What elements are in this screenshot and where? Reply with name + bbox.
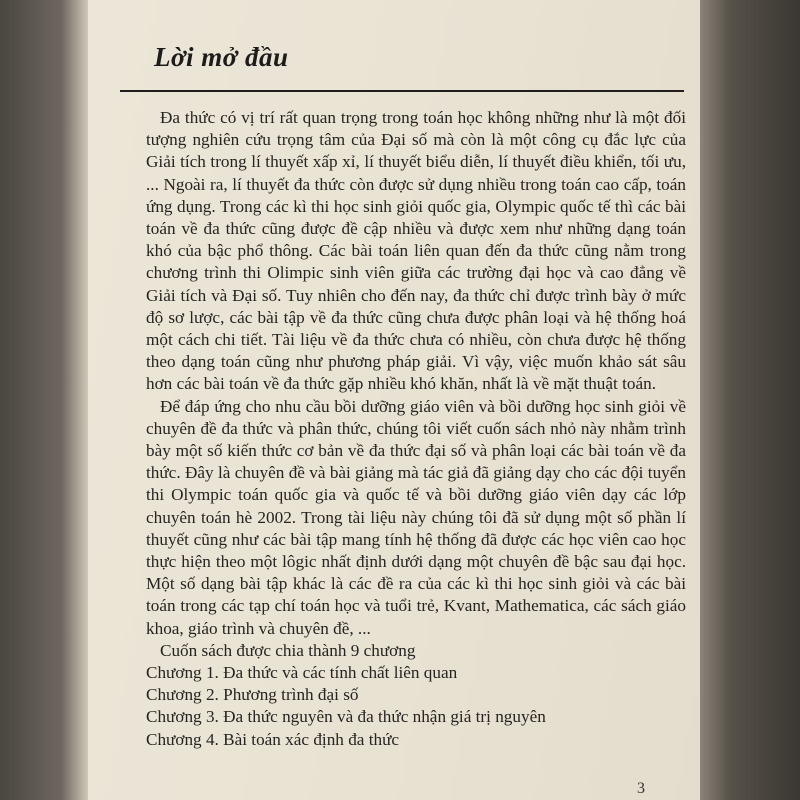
chapter-item: Chương 1. Đa thức và các tính chất liên quan [146,663,458,683]
chapter-item: Chương 3. Đa thức nguyên và đa thức nhận giá trị nguyên [146,707,546,727]
toc-intro: Cuốn sách được chia thành 9 chương [160,640,416,660]
background-right-edge [700,0,800,800]
background-left-edge [0,0,88,800]
title-rule [120,90,684,92]
paragraph-1: Đa thức có vị trí rất quan trọng trong toán học không những như là một đối tượng nghiên cứu trọng tâm của Đại số mà còn là một công cụ đắc lực của Giải tích trong lí thuyết xấp xỉ, lí thuyết biểu diễn, lí thuyết điều khiển, tối ưu, ... Ngoài ra, lí thuyết đa thức còn được sử dụng nhiều trong toán cao cấp, toán ứng dụng. Trong các kì thi học sinh giỏi quốc gia, Olympic quốc tế thì các bài toán về đa thức cũng được đề cập nhiều và được xem như những dạng toán khó của bậc phổ thông. Các bài toán liên quan đến đa thức cũng nằm trong chương trình thi Olimpic sinh viên giữa các trường đại học và cao đẳng về Giải tích và Đại số. Tuy nhiên cho đến nay, đa thức chỉ được trình bày ở mức độ sơ lược, các bài tập về đa thức cũng chưa được phân loại và hệ thống hoá một cách chi tiết. Tài liệu về đa thức chưa có nhiều, còn chưa được hệ thống theo dạng toán cũng như phương pháp giải. Vì vậy, việc muốn khảo sát sâu hơn các bài toán về đa thức gặp nhiều khó khăn, nhất là về mặt thuật toán. [146,108,686,394]
chapter-item: Chương 4. Bài toán xác định đa thức [146,729,400,749]
book-page [88,0,700,800]
chapter-list [146,640,686,751]
chapter-item: Chương 2. Phương trình đại số [146,685,359,705]
paragraph-2: Để đáp ứng cho nhu cầu bồi dưỡng giáo viên và bồi dưỡng học sinh giỏi về chuyên đề đa thức và phân thức, chúng tôi viết cuốn sách nhỏ này nhằm trình bày một số kiến thức cơ bản về đa thức đại số và phân loại các bài toán về đa thức. Đây là chuyên đề và bài giảng mà tác giả đã giảng dạy cho các đội tuyển thi Olympic toán quốc gia và quốc tế và bồi dưỡng giáo viên dạy các lớp chuyên toán hè 2002. Trong tài liệu này chúng tôi đã sử dụng một số phần lí thuyết cũng như các bài tập mang tính hệ thống đã được các học viên cao học thực hiện theo một lôgic nhất định dưới dạng một chuyên đề bậc sau đại học. Một số dạng bài tập khác là các đề ra của các kì thi học sinh giỏi và các bài toán trong các tạp chí toán học và tuổi trẻ, Kvant, Mathematica, các sách giáo khoa, giáo trình và chuyên đề, ... [146,396,686,638]
page-number: 3 [637,780,645,797]
page-title: Lời mở đầu [154,42,289,72]
body-text [146,107,686,751]
